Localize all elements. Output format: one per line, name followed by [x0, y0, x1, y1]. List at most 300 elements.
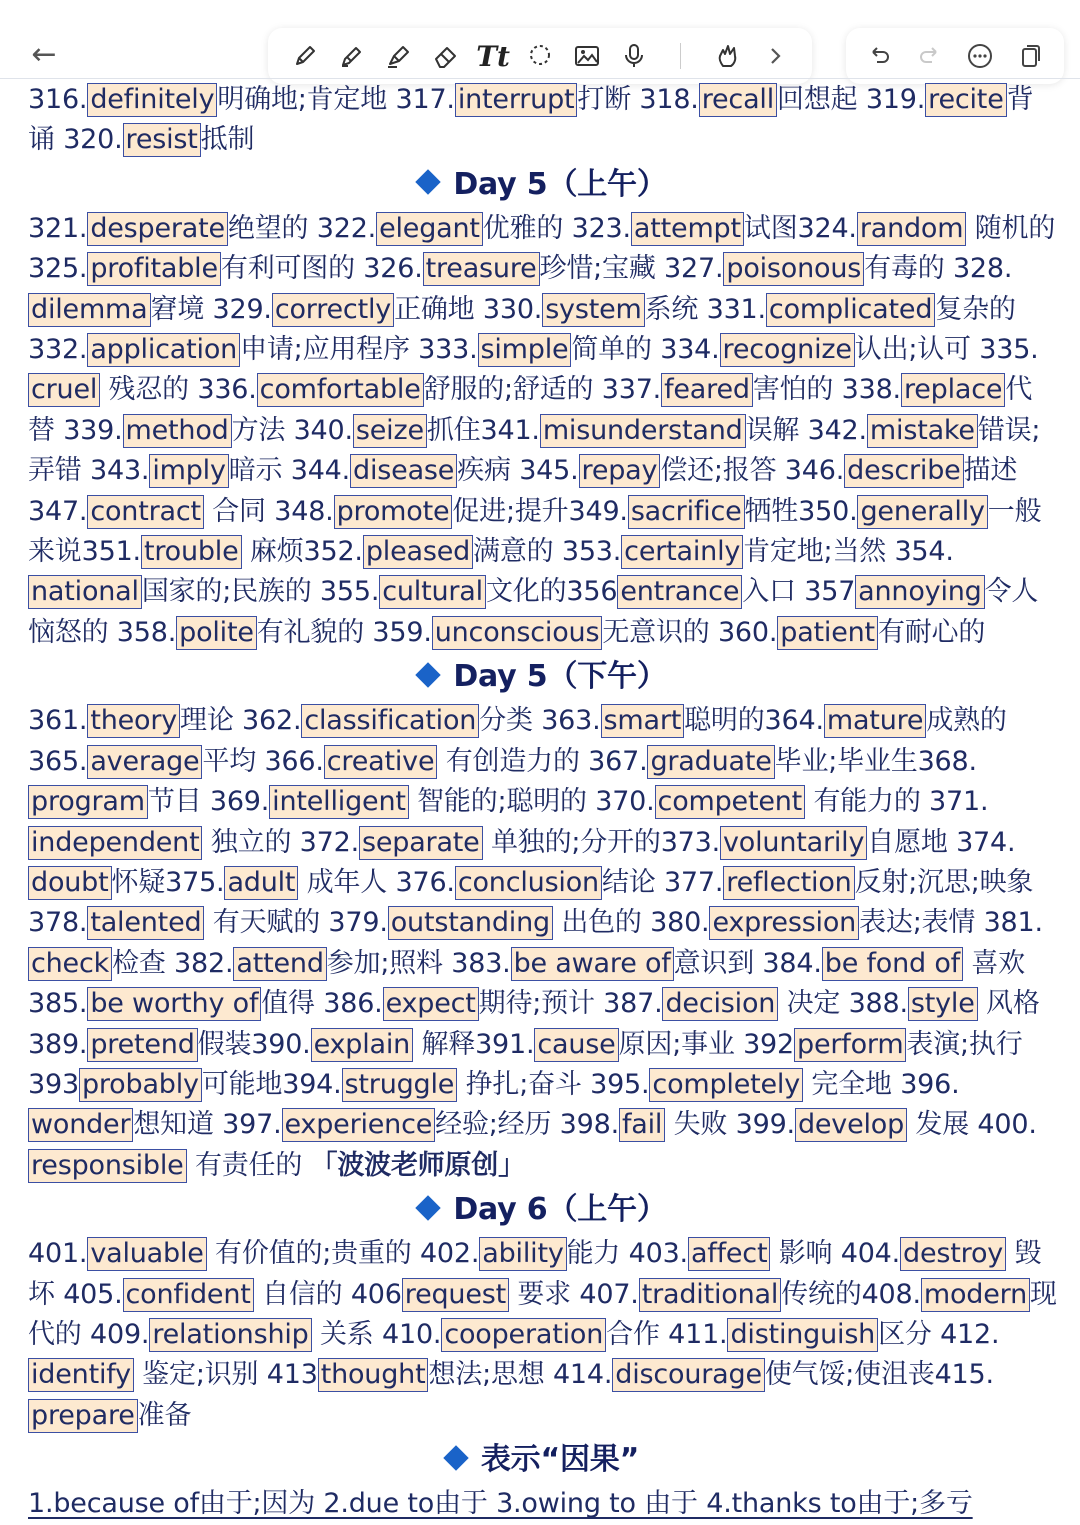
vocab-word-box[interactable]: probably	[79, 1068, 202, 1102]
vocab-word-box[interactable]: dilemma	[28, 293, 151, 327]
word-meaning: 毕业;毕业生	[774, 745, 918, 777]
vocab-word-box[interactable]: application	[87, 333, 240, 367]
entry-number: 362.	[242, 705, 302, 737]
word-meaning: 有天赋的	[204, 907, 329, 939]
toolbar-separator	[663, 38, 699, 74]
word-meaning: 舒服的;舒适的	[423, 374, 602, 406]
entry-number: 405.	[63, 1278, 123, 1310]
word-meaning: 试图	[743, 212, 798, 244]
entry-number: 370.	[595, 786, 655, 818]
word-meaning: 自愿地	[867, 826, 957, 858]
vocab-word-box[interactable]: competent	[655, 785, 806, 819]
entry-number: 327.	[664, 253, 724, 285]
entry-number: 337.	[601, 374, 662, 406]
entry-number: 343.	[89, 455, 150, 487]
vocab-word-box[interactable]: confident	[123, 1278, 254, 1312]
marker-icon[interactable]	[334, 38, 370, 74]
vocab-word-box[interactable]: national	[28, 575, 142, 609]
lasso-icon[interactable]	[522, 38, 558, 74]
word-meaning: 代替	[28, 374, 1033, 446]
vocab-word-box[interactable]: pretend	[87, 1028, 197, 1062]
vocab-word-box[interactable]: discourage	[612, 1358, 765, 1392]
entry-number: 365.	[28, 745, 88, 777]
entry-number: 412.	[940, 1318, 1000, 1350]
word-meaning: 经验;经历	[435, 1109, 560, 1141]
word-meaning: 抵制	[200, 124, 255, 156]
entry-number: 375.	[165, 866, 225, 898]
vocab-word-box[interactable]: program	[28, 785, 148, 819]
word-meaning: 结论	[601, 866, 664, 898]
vocab-word-box[interactable]: definitely	[87, 83, 217, 117]
entry-number: 361.	[28, 705, 88, 737]
entry-number: 332.	[28, 334, 88, 366]
entry-number: 352.	[303, 536, 363, 568]
word-meaning: 可能地	[201, 1068, 283, 1100]
vocab-word-box[interactable]: responsible	[28, 1149, 187, 1183]
entry-number: 406	[350, 1278, 402, 1310]
vocab-word-box[interactable]: style	[908, 987, 978, 1021]
word-meaning: 有毒的	[864, 253, 953, 285]
vocab-word-box[interactable]: desperate	[87, 212, 228, 246]
diamond-icon	[443, 1445, 468, 1470]
vocab-word-box[interactable]: recite	[925, 83, 1006, 117]
vocab-word-box[interactable]: cultural	[379, 575, 486, 609]
vocab-word-box[interactable]: adult	[224, 866, 298, 900]
vocab-word-box[interactable]: graduate	[647, 745, 774, 779]
word-meaning: 牺牲	[744, 495, 799, 527]
entry-number: 387.	[603, 988, 663, 1020]
entry-number: 391.	[475, 1028, 535, 1060]
word-meaning: 发展	[907, 1109, 978, 1141]
vocab-word-box[interactable]: resist	[123, 123, 201, 157]
word-meaning: 出色的	[552, 907, 651, 939]
entry-number: 322.	[316, 212, 377, 244]
vocab-word-box[interactable]: pleased	[363, 535, 473, 569]
vocab-word-box[interactable]: creative	[324, 745, 438, 779]
word-meaning: 有礼貌的	[256, 616, 373, 648]
word-meaning: 回想起	[777, 84, 866, 115]
vocab-word-box[interactable]: repay	[579, 454, 661, 488]
toolbar-divider	[0, 78, 1080, 79]
history-tools-bar	[846, 28, 1064, 84]
word-meaning: 失败	[665, 1109, 736, 1141]
word-meaning: 满意的	[473, 536, 562, 568]
word-meaning: 错误;弄错	[28, 414, 1041, 487]
entry-number: 403.	[628, 1238, 688, 1270]
vocab-word-box[interactable]: disease	[350, 454, 457, 488]
word-meaning: 申请;应用程序	[240, 334, 419, 366]
entry-number: 389.	[28, 1028, 88, 1060]
entry-number: 378.	[28, 907, 88, 939]
entry-number: 326.	[363, 253, 423, 285]
pages-icon[interactable]	[1013, 38, 1049, 74]
entry-number: 395.	[590, 1068, 650, 1100]
entry-number: 382.	[174, 947, 234, 979]
entry-number: 338.	[841, 374, 901, 406]
vocab-word-box[interactable]: intelligent	[269, 785, 409, 819]
vocab-word-box[interactable]: prepare	[28, 1399, 138, 1433]
vocab-word-box[interactable]: simple	[478, 333, 572, 367]
vocab-word-box[interactable]: imply	[149, 454, 228, 488]
word-meaning: 能力	[566, 1238, 629, 1270]
vocab-word-box[interactable]: unconscious	[432, 616, 603, 650]
word-meaning: 珍惜;宝藏	[539, 253, 665, 285]
image-icon[interactable]	[569, 38, 605, 74]
vocab-word-box[interactable]: affect	[688, 1237, 770, 1271]
entry-number: 408.	[861, 1278, 921, 1310]
entry-number: 388.	[848, 988, 908, 1020]
word-meaning: 单独的;分开的	[482, 826, 661, 858]
word-meaning: 害怕的	[752, 374, 842, 406]
word-meaning: 聪明的	[684, 705, 765, 737]
word-meaning: 复杂的	[935, 293, 1016, 325]
entry-number: 324.	[797, 212, 857, 244]
vocab-word-box[interactable]: seize	[353, 414, 427, 448]
section-heading-day6-am: Day 6（上午）	[28, 1186, 1058, 1234]
back-arrow-icon[interactable]: ←	[31, 36, 57, 72]
word-meaning: 毁坏	[28, 1238, 1042, 1310]
vocab-word-box[interactable]: develop	[795, 1108, 907, 1142]
entry-number: 377.	[663, 866, 724, 898]
entry-number: 415.	[934, 1359, 994, 1391]
word-meaning: 解释	[413, 1028, 476, 1060]
vocab-word-box[interactable]: replace	[901, 373, 1005, 407]
word-meaning: 怀疑	[111, 866, 166, 898]
word-meaning: 关系	[311, 1318, 382, 1350]
vocab-word-box[interactable]: mistake	[867, 414, 978, 448]
vocab-word-box[interactable]: experience	[282, 1108, 436, 1142]
entry-number: 401.	[28, 1238, 88, 1270]
entry-number: 340.	[293, 414, 353, 446]
vocab-word-box[interactable]: patient	[777, 616, 878, 650]
word-meaning: 假装	[197, 1028, 252, 1060]
vocab-word-box[interactable]: cause	[534, 1028, 618, 1062]
entry-number: 392	[743, 1028, 795, 1060]
entry-number: 347.	[28, 495, 88, 527]
entry-number: 393	[28, 1068, 79, 1100]
entry-number: 398.	[559, 1109, 619, 1141]
word-meaning: 独立的	[202, 826, 300, 858]
word-meaning: 智能的;聪明的	[408, 786, 596, 818]
word-meaning: 现代的	[28, 1278, 1057, 1350]
entry-number: 336.	[197, 374, 257, 406]
word-meaning: 打断	[577, 84, 640, 115]
entry-number: 356	[566, 576, 618, 608]
word-meaning: 要求	[509, 1278, 580, 1310]
vocab-word-box[interactable]: misunderstand	[540, 414, 746, 448]
vocab-word-box[interactable]: recall	[699, 83, 777, 117]
entry-number: 339.	[63, 414, 123, 446]
entry-number: 353.	[561, 536, 622, 568]
word-meaning: 想知道	[133, 1109, 223, 1141]
drawing-tools-bar	[268, 28, 812, 84]
vocab-word-box[interactable]: doubt	[28, 866, 112, 900]
vocab-word-box[interactable]: be worthy of	[87, 987, 261, 1021]
word-meaning: 随机的	[966, 212, 1056, 244]
word-meaning: 反射;沉思;映象	[854, 866, 1034, 898]
word-meaning: 有利可图的	[220, 253, 364, 285]
word-meaning: 检查	[112, 947, 175, 979]
word-meaning: 肯定地;当然	[743, 536, 895, 568]
vocab-word-box[interactable]: theory	[87, 704, 180, 738]
vocab-word-box[interactable]: mature	[824, 704, 926, 738]
vocab-paragraph	[28, 1234, 1058, 1436]
word-meaning: 背诵	[28, 84, 1034, 156]
vocab-word-box[interactable]: cruel	[28, 373, 100, 407]
word-meaning: 暗示	[228, 455, 291, 487]
word-meaning: 表达;表情	[859, 907, 984, 939]
word-meaning: 完全地	[803, 1068, 901, 1100]
word-meaning: 一般来说	[28, 495, 1042, 568]
entry-number: 380.	[650, 907, 710, 939]
vocab-word-box[interactable]: generally	[857, 495, 987, 529]
vocab-word-box[interactable]: separate	[359, 826, 483, 860]
vocab-word-box[interactable]: complicated	[766, 293, 935, 327]
word-meaning: 风格	[977, 988, 1040, 1020]
entry-number: 369.	[209, 786, 270, 818]
vocab-word-box[interactable]: cooperation	[441, 1318, 606, 1352]
vocab-word-box[interactable]: relationship	[149, 1318, 311, 1352]
vocab-word-box[interactable]: comfortable	[257, 373, 424, 407]
vocab-word-box[interactable]: distinguish	[727, 1318, 878, 1352]
entry-number: 354.	[894, 536, 954, 568]
word-meaning: 想法;思想	[428, 1359, 553, 1391]
vocab-word-box[interactable]: request	[402, 1278, 509, 1312]
word-meaning: 正确地	[394, 293, 483, 325]
vocab-word-box[interactable]: attend	[233, 947, 326, 981]
entry-number: 372.	[299, 826, 359, 858]
chevron-right-icon[interactable]	[757, 38, 793, 74]
entry-number: 342.	[807, 414, 867, 446]
word-meaning: 明确地;肯定地	[217, 84, 396, 115]
word-meaning: 令人恼怒的	[28, 576, 1039, 648]
more-options-icon[interactable]	[962, 38, 998, 74]
text-tool-icon[interactable]: Tt	[476, 39, 510, 73]
vocab-word-box[interactable]: valuable	[87, 1237, 206, 1271]
word-meaning: 有价值的;贵重的	[206, 1238, 420, 1270]
word-meaning: 期待;预计	[478, 988, 604, 1020]
entry-number: 411.	[668, 1318, 728, 1350]
word-meaning: 理论	[180, 705, 243, 737]
word-meaning: 有创造力的	[437, 745, 589, 777]
entry-number: 333.	[418, 334, 478, 366]
entry-number: 367.	[588, 745, 648, 777]
hand-gesture-icon[interactable]	[710, 38, 746, 74]
diamond-icon	[416, 170, 441, 195]
redo-icon[interactable]	[912, 38, 948, 74]
word-meaning: 意识到	[673, 947, 763, 979]
vocab-word-box[interactable]: fail	[619, 1108, 665, 1142]
vocab-word-box[interactable]: talented	[87, 906, 204, 940]
vocab-word-box[interactable]: contract	[87, 495, 204, 529]
vocab-word-box[interactable]: identify	[28, 1358, 134, 1392]
vocab-word-box[interactable]: independent	[28, 826, 202, 860]
vocab-word-box[interactable]: traditional	[639, 1278, 781, 1312]
author-credit: 「波波老师原创」	[310, 1149, 525, 1181]
vocab-word-box[interactable]: interrupt	[455, 83, 578, 117]
word-meaning: 挣扎;奋斗	[457, 1068, 591, 1100]
word-meaning: 抓住	[426, 414, 481, 446]
word-meaning: 有能力的	[805, 786, 930, 818]
vocab-word-box[interactable]: average	[87, 745, 202, 779]
vocab-word-box[interactable]: reflection	[723, 866, 854, 900]
vocab-word-box[interactable]: ability	[479, 1237, 566, 1271]
diamond-icon	[416, 1195, 441, 1220]
entry-number: 346.	[784, 455, 845, 487]
note-content	[28, 80, 1058, 1525]
vocab-word-box[interactable]: system	[542, 293, 644, 327]
vocab-paragraph	[28, 80, 1058, 161]
word-meaning: 平均	[202, 745, 265, 777]
vocab-word-box[interactable]: completely	[649, 1068, 803, 1102]
entry-number: 349.	[568, 495, 628, 527]
vocab-word-box[interactable]: wonder	[28, 1108, 133, 1142]
word-meaning: 影响	[770, 1238, 841, 1270]
microphone-icon[interactable]	[616, 38, 652, 74]
vocab-word-box[interactable]: be aware of	[511, 947, 674, 981]
word-meaning: 分类	[479, 705, 542, 737]
vocab-word-box[interactable]: perform	[794, 1028, 906, 1062]
entry-number: 360.	[717, 616, 778, 648]
vocab-word-box[interactable]: trouble	[141, 535, 242, 569]
word-meaning: 决定	[778, 988, 849, 1020]
vocab-word-box[interactable]: be fond of	[822, 947, 963, 981]
vocab-word-box[interactable]: elegant	[376, 212, 483, 246]
word-meaning: 有责任的	[186, 1149, 311, 1181]
vocab-word-box[interactable]: decision	[662, 987, 778, 1021]
pen-icon[interactable]	[287, 38, 323, 74]
entry-number: 316.	[28, 84, 88, 115]
entry-number: 331.	[706, 293, 766, 325]
word-meaning: 节目	[147, 786, 210, 818]
vocab-word-box[interactable]: feared	[661, 373, 753, 407]
word-meaning: 参加;照料	[326, 947, 452, 979]
entry-number: 359.	[372, 616, 432, 648]
vocab-word-box[interactable]: outstanding	[388, 906, 553, 940]
entry-number: 376.	[395, 866, 455, 898]
entry-number: 386.	[323, 988, 383, 1020]
entry-number: 325.	[28, 253, 88, 285]
vocab-word-box[interactable]: smart	[601, 704, 685, 738]
entry-number: 410.	[382, 1318, 442, 1350]
vocab-word-box[interactable]: poisonous	[723, 252, 864, 286]
entry-number: 357	[804, 576, 856, 608]
vocab-word-box[interactable]: entrance	[617, 575, 742, 609]
entry-number: 355.	[319, 576, 380, 608]
word-meaning: 无意识的	[602, 616, 718, 648]
entry-number: 407.	[579, 1278, 639, 1310]
entry-number: 396.	[900, 1068, 960, 1100]
word-meaning: 表演;执行	[906, 1028, 1023, 1060]
vocab-word-box[interactable]: treasure	[423, 252, 540, 286]
vocab-word-box[interactable]: describe	[844, 454, 963, 488]
entry-number: 348.	[274, 495, 334, 527]
word-meaning: 描述	[963, 455, 1018, 487]
word-meaning: 成年人	[298, 866, 396, 898]
entry-number: 330.	[482, 293, 543, 325]
word-meaning: 有耐心的	[877, 616, 986, 648]
entry-number: 350.	[798, 495, 858, 527]
vocab-paragraph	[28, 209, 1058, 653]
entry-number: 413	[266, 1359, 318, 1391]
vocab-word-box[interactable]: correctly	[272, 293, 394, 327]
entry-number: 319.	[865, 84, 926, 115]
word-meaning: 偿还;报答	[660, 455, 785, 487]
vocab-word-box[interactable]: explain	[311, 1028, 414, 1062]
entry-number: 414.	[552, 1359, 613, 1391]
highlighter-icon[interactable]	[381, 38, 417, 74]
vocab-word-box[interactable]: struggle	[342, 1068, 458, 1102]
entry-number: 323.	[571, 212, 631, 244]
eraser-icon[interactable]	[428, 38, 464, 74]
vocab-word-box[interactable]: check	[28, 947, 112, 981]
section-heading-day5-pm: Day 5（下午）	[28, 653, 1058, 701]
vocab-paragraph	[28, 701, 1058, 1186]
vocab-word-box[interactable]: modern	[921, 1278, 1030, 1312]
vocab-word-box[interactable]: polite	[176, 616, 257, 650]
word-meaning: 误解	[745, 414, 808, 446]
word-meaning: 使气馁;使沮丧	[764, 1359, 935, 1391]
vocab-word-box[interactable]: sacrifice	[628, 495, 745, 529]
word-meaning: 系统	[644, 293, 707, 325]
word-meaning: 鉴定;识别	[133, 1359, 267, 1391]
word-meaning: 方法	[231, 414, 294, 446]
word-meaning: 简单的	[571, 334, 661, 366]
entry-number: 400.	[977, 1109, 1037, 1141]
vocab-word-box[interactable]: recognize	[720, 333, 855, 367]
word-meaning: 文化的	[485, 576, 567, 608]
entry-number: 394.	[282, 1068, 342, 1100]
entry-number: 371.	[929, 786, 989, 818]
word-meaning: 认出;认可	[854, 334, 980, 366]
vocab-word-box[interactable]: certainly	[621, 535, 743, 569]
entry-number: 374.	[956, 826, 1016, 858]
vocab-word-box[interactable]: profitable	[87, 252, 221, 286]
word-meaning: 促进;提升	[452, 495, 569, 527]
vocab-word-box[interactable]: random	[857, 212, 967, 246]
entry-number: 344.	[290, 455, 351, 487]
entry-number: 379.	[328, 907, 388, 939]
entry-number: 358.	[116, 616, 177, 648]
vocab-word-box[interactable]: destroy	[900, 1237, 1006, 1271]
vocab-word-box[interactable]: voluntarily	[720, 826, 867, 860]
entry-number: 364.	[764, 705, 824, 737]
vocab-word-box[interactable]: thought	[318, 1358, 429, 1392]
word-meaning: 准备	[137, 1399, 192, 1431]
vocab-word-box[interactable]: classification	[301, 704, 479, 738]
word-meaning: 绝望的	[227, 212, 317, 244]
vocab-word-box[interactable]: expect	[383, 987, 479, 1021]
entry-number: 397.	[222, 1109, 282, 1141]
diamond-icon	[416, 662, 441, 687]
entry-number: 383.	[451, 947, 511, 979]
word-meaning: 区分	[878, 1318, 941, 1350]
vocab-word-box[interactable]: annoying	[855, 575, 984, 609]
vocab-word-box[interactable]: expression	[709, 906, 859, 940]
vocab-word-box[interactable]: promote	[334, 495, 453, 529]
entry-number: 384.	[762, 947, 822, 979]
vocab-word-box[interactable]: method	[123, 414, 232, 448]
entry-number: 399.	[735, 1109, 795, 1141]
word-meaning: 自信的	[253, 1278, 351, 1310]
word-meaning: 喜欢	[962, 947, 1025, 979]
vocab-word-box[interactable]: conclusion	[455, 866, 602, 900]
entry-number: 404.	[840, 1238, 901, 1270]
vocab-word-box[interactable]: attempt	[631, 212, 744, 246]
undo-icon[interactable]	[861, 38, 897, 74]
entry-number: 321.	[28, 212, 88, 244]
section-heading-cause: 表示“因果”	[28, 1436, 1058, 1484]
